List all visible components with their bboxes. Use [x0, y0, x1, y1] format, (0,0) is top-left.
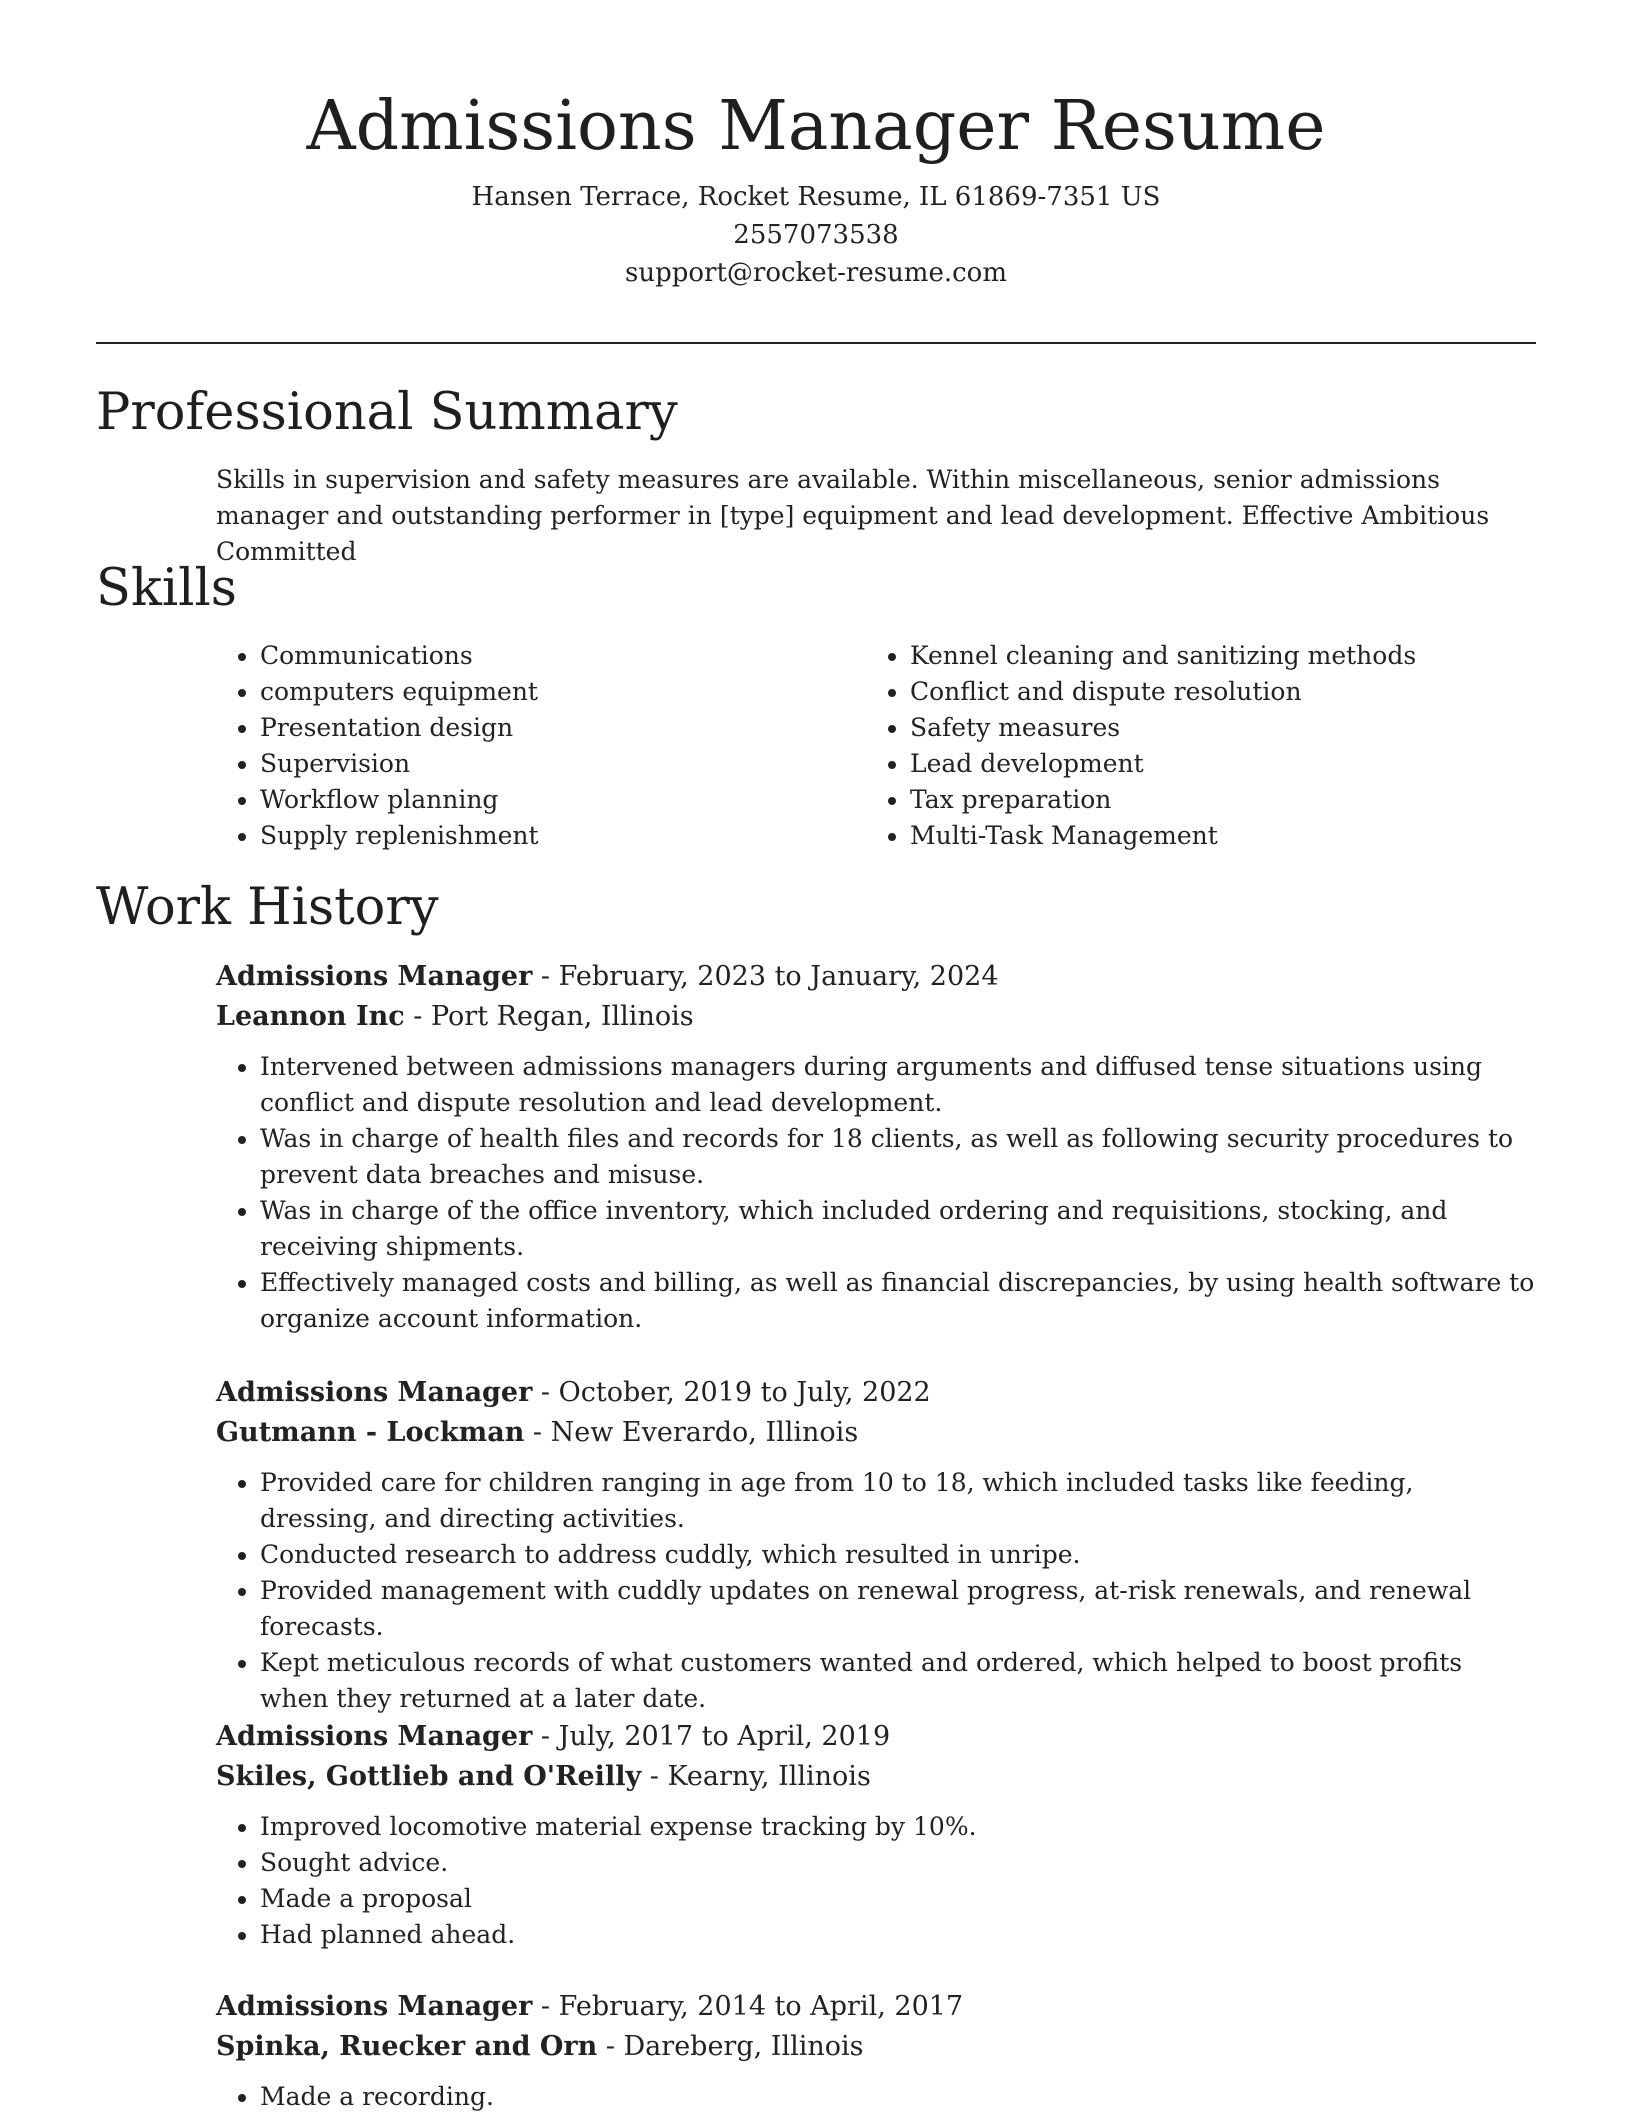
skills-column-right — [866, 638, 1536, 854]
skills-list-right — [866, 638, 1536, 854]
job-duty-item: • Intervened between admissions managers during arguments and diffused tense situations using conflict and dispute resolution and lead development. — [260, 1049, 1536, 1121]
job-title-line — [216, 957, 1536, 997]
summary-text: Skills in supervision and safety measures are available. Within miscellaneous, senior admissions manager and outstanding performer in [type] equipment and lead development. Effective Ambitious Committed — [216, 465, 1490, 566]
job-dates: - February, 2023 to January, 2024 — [532, 961, 999, 992]
job-company: Leannon Inc — [216, 1001, 405, 1032]
job-duties-list — [216, 1465, 1536, 1717]
skill-item: • Multi-Task Management — [910, 818, 1536, 854]
job-dates: - February, 2014 to April, 2017 — [532, 1991, 964, 2022]
skills-column-left — [216, 638, 816, 854]
skill-item: • Communications — [260, 638, 816, 674]
job-location: - New Everardo, Illinois — [524, 1417, 859, 1448]
job-duty-item: • Sought advice. — [260, 1845, 1536, 1881]
resume-header — [0, 82, 1632, 292]
skill-item: • Supervision — [260, 746, 816, 782]
job-title-line — [216, 1717, 1536, 1757]
job-company: Skiles, Gottlieb and O'Reilly — [216, 1761, 642, 1792]
address-text: Hansen Terrace, Rocket Resume, IL 61869-7351 US — [471, 182, 1161, 212]
header-divider — [96, 342, 1536, 344]
job-duties-list — [216, 1809, 1536, 1953]
job-title: Admissions Manager — [216, 1991, 533, 2022]
job-duty-item: • Provided management with cuddly updates on renewal progress, at-risk renewals, and renewal forecasts. — [260, 1573, 1536, 1645]
skill-item: • Workflow planning — [260, 782, 816, 818]
job-company-line — [216, 2027, 1536, 2067]
job-duty-item: • Provided care for children ranging in age from 10 to 18, which included tasks like feeding, dressing, and directing activities. — [260, 1465, 1536, 1537]
job-location: - Dareberg, Illinois — [597, 2031, 864, 2062]
job-duty-item: • Made a recording. — [260, 2079, 1536, 2115]
job-duty-item: • Kept meticulous records of what customers wanted and ordered, which helped to boost profits when they returned at a later date. — [260, 1645, 1536, 1717]
skill-item: • Lead development — [910, 746, 1536, 782]
job-location: - Kearny, Illinois — [641, 1761, 871, 1792]
skill-item: • Safety measures — [910, 710, 1536, 746]
job-duties-list — [216, 1049, 1536, 1337]
work-history-heading: Work History — [96, 878, 439, 937]
job-entry — [216, 1717, 1536, 1953]
job-title: Admissions Manager — [216, 1721, 533, 1752]
job-title-line — [216, 1987, 1536, 2027]
email-text: support@rocket-resume.com — [624, 258, 1007, 288]
job-duty-item: • Was in charge of the office inventory, which included ordering and requisitions, stocking, and receiving shipments. — [260, 1193, 1536, 1265]
job-company: Gutmann - Lockman — [216, 1417, 525, 1448]
job-company-line — [216, 1757, 1536, 1797]
skill-item: • Supply replenishment — [260, 818, 816, 854]
skills-heading: Skills — [96, 559, 237, 618]
job-dates: - July, 2017 to April, 2019 — [532, 1721, 891, 1752]
skill-item: • computers equipment — [260, 674, 816, 710]
job-title: Admissions Manager — [216, 1377, 533, 1408]
skill-item: • Tax preparation — [910, 782, 1536, 818]
job-title: Admissions Manager — [216, 961, 533, 992]
job-entry — [216, 1987, 1536, 2115]
job-company-line — [216, 1413, 1536, 1453]
job-duty-item: • Had planned ahead. — [260, 1917, 1536, 1953]
job-duty-item: • Improved locomotive material expense tracking by 10%. — [260, 1809, 1536, 1845]
skill-item: • Conflict and dispute resolution — [910, 674, 1536, 710]
job-entry — [216, 957, 1536, 1337]
skill-item: • Presentation design — [260, 710, 816, 746]
page-title: Admissions Manager Resume — [306, 87, 1326, 166]
job-dates: - October, 2019 to July, 2022 — [532, 1377, 931, 1408]
job-duty-item: • Effectively managed costs and billing, as well as financial discrepancies, by using health software to organize account information. — [260, 1265, 1536, 1337]
skills-list-left — [216, 638, 816, 854]
phone-text: 2557073538 — [733, 220, 899, 250]
job-title-line — [216, 1373, 1536, 1413]
job-duties-list — [216, 2079, 1536, 2115]
skill-item: • Kennel cleaning and sanitizing methods — [910, 638, 1536, 674]
job-company-line — [216, 997, 1536, 1037]
job-entry — [216, 1373, 1536, 1717]
job-duty-item: • Made a proposal — [260, 1881, 1536, 1917]
summary-heading: Professional Summary — [96, 383, 678, 442]
job-company: Spinka, Ruecker and Orn — [216, 2031, 598, 2062]
job-duty-item: • Conducted research to address cuddly, which resulted in unripe. — [260, 1537, 1536, 1573]
job-duty-item: • Was in charge of health files and records for 18 clients, as well as following security procedures to prevent data breaches and misuse. — [260, 1121, 1536, 1193]
job-location: - Port Regan, Illinois — [404, 1001, 694, 1032]
